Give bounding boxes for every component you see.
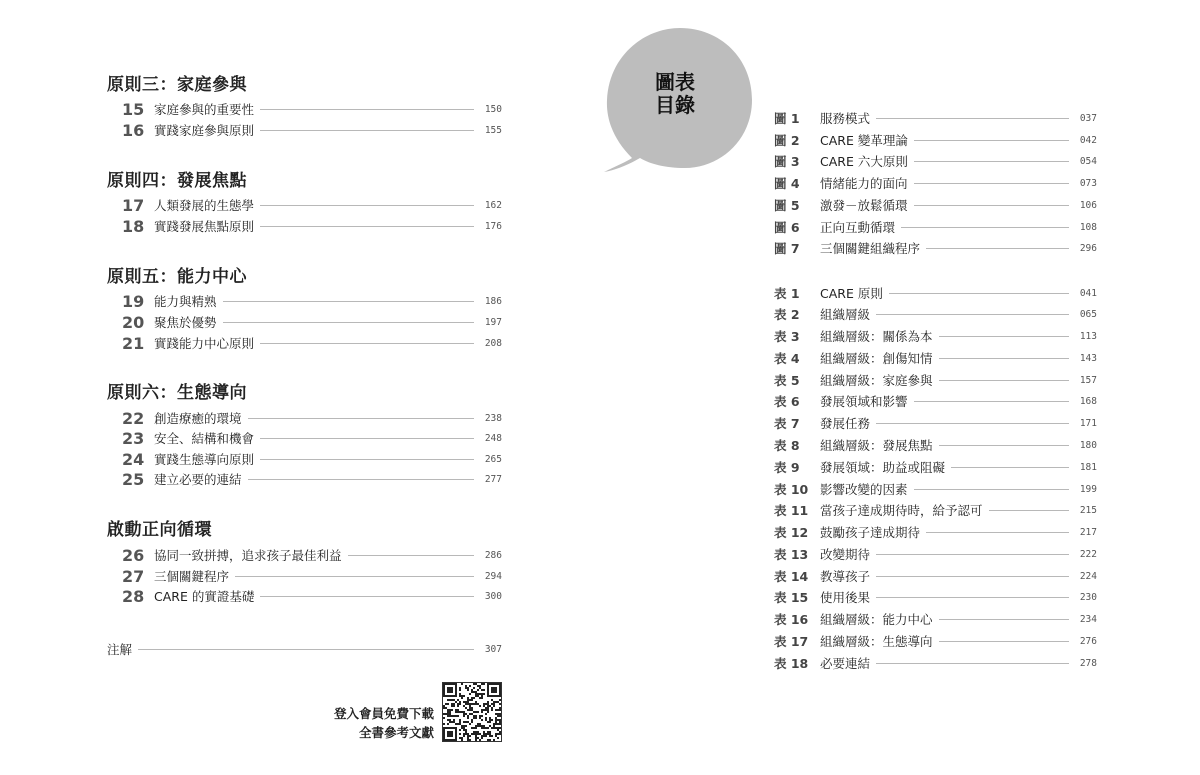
page-number: 171	[1079, 417, 1097, 429]
leader-line	[989, 510, 1069, 511]
leader-line	[876, 663, 1069, 664]
page-number: 073	[1079, 177, 1097, 189]
leader-line	[223, 322, 474, 323]
leader-line	[939, 358, 1069, 359]
page-number: 215	[1079, 504, 1097, 516]
page-number: 300	[484, 590, 502, 602]
table-label: 表 2	[774, 307, 800, 322]
chapter-number: 24	[122, 449, 145, 469]
page-number: 162	[484, 199, 502, 211]
figure-label: 圖 5	[774, 198, 800, 213]
table-title: 影響改變的因素	[820, 482, 908, 497]
table-title: 組織層級：關係為本	[820, 329, 933, 344]
page-number: 296	[1079, 242, 1097, 254]
figure-entry[interactable]	[774, 130, 1097, 150]
table-entry[interactable]	[774, 370, 1097, 390]
toc-entry[interactable]	[122, 545, 502, 565]
table-entry[interactable]	[774, 609, 1097, 629]
table-entry[interactable]	[774, 522, 1097, 542]
page-number: 277	[484, 473, 502, 485]
figure-title: 情緒能力的面向	[820, 176, 908, 191]
table-title: 組織層級：創傷知情	[820, 351, 933, 366]
toc-entry[interactable]	[122, 566, 502, 586]
table-title: 發展領域：助益或阻礙	[820, 460, 946, 475]
page-number: 181	[1079, 461, 1097, 473]
table-label: 表 14	[774, 569, 809, 584]
leader-line	[914, 205, 1069, 206]
leader-line	[260, 343, 474, 344]
page-number: 278	[1079, 657, 1097, 669]
leader-line	[939, 380, 1069, 381]
leader-line	[926, 248, 1069, 249]
leader-line	[876, 118, 1069, 119]
toc-entry[interactable]	[122, 408, 502, 428]
table-label: 表 13	[774, 547, 809, 562]
right-page	[600, 0, 1200, 775]
leader-line	[876, 597, 1069, 598]
chapter-title: 建立必要的連結	[154, 472, 242, 487]
table-label: 表 4	[774, 351, 800, 366]
heading-line-2: 目錄	[655, 93, 695, 117]
leader-line	[260, 226, 474, 227]
leader-line	[939, 336, 1069, 337]
toc-entry[interactable]	[122, 99, 502, 119]
chapter-number: 26	[122, 545, 145, 565]
leader-line	[876, 576, 1069, 577]
download-prompt	[300, 704, 434, 742]
leader-line	[876, 314, 1069, 315]
leader-line	[260, 205, 474, 206]
figure-title: 服務模式	[820, 111, 871, 126]
table-label: 表 17	[774, 634, 809, 649]
figure-label: 圖 7	[774, 241, 800, 256]
table-title: 改變期待	[820, 547, 871, 562]
chapter-number: 18	[122, 216, 145, 236]
leader-line	[939, 641, 1069, 642]
leader-line	[889, 293, 1069, 294]
chapter-number: 15	[122, 99, 145, 119]
table-entry[interactable]	[774, 391, 1097, 411]
toc-entry[interactable]	[122, 120, 502, 140]
leader-line	[939, 445, 1069, 446]
table-title: 教導孩子	[820, 569, 871, 584]
table-title: 當孩子達成期待時，給予認可	[820, 503, 983, 518]
chapter-title: 協同一致拼搏，追求孩子最佳利益	[154, 548, 342, 563]
page-number: 234	[1079, 613, 1097, 625]
figure-title: CARE 變革理論	[820, 133, 908, 148]
page-number: 286	[484, 549, 502, 561]
leader-line	[248, 479, 474, 480]
page-number: 294	[484, 570, 502, 582]
chapter-number: 25	[122, 469, 145, 489]
table-title: 使用後果	[820, 590, 871, 605]
toc-entry[interactable]	[122, 195, 502, 215]
table-label: 表 5	[774, 373, 800, 388]
toc-entry[interactable]	[122, 291, 502, 311]
leader-line	[939, 619, 1069, 620]
chapter-number: 20	[122, 312, 145, 332]
chapter-title: 安全、結構和機會	[154, 431, 255, 446]
table-label: 表 15	[774, 590, 809, 605]
page-number: 217	[1079, 526, 1097, 538]
leader-line	[876, 554, 1069, 555]
chapter-title: 實踐能力中心原則	[154, 336, 255, 351]
leader-line	[235, 576, 474, 577]
chapter-title: 實踐生態導向原則	[154, 452, 255, 467]
left-page	[0, 0, 560, 775]
page-number: 186	[484, 295, 502, 307]
leader-line	[260, 130, 474, 131]
figure-title: 激發－放鬆循環	[820, 198, 908, 213]
page-number: 238	[484, 412, 502, 424]
table-label: 表 18	[774, 656, 809, 671]
page-number: 199	[1079, 483, 1097, 495]
leader-line	[348, 555, 474, 556]
toc-entry[interactable]	[122, 586, 502, 606]
figure-entry[interactable]	[774, 151, 1097, 171]
leader-line	[914, 183, 1069, 184]
section-title: 原則四：發展焦點	[107, 171, 247, 191]
toc-entry[interactable]	[122, 333, 502, 353]
page-number: 197	[484, 316, 502, 328]
table-entry[interactable]	[774, 348, 1097, 368]
table-label: 表 8	[774, 438, 800, 453]
table-title: 發展任務	[820, 416, 871, 431]
page-number: 307	[484, 643, 502, 655]
leader-line	[138, 649, 474, 650]
table-label: 表 11	[774, 503, 809, 518]
leader-line	[260, 596, 474, 597]
figure-entry[interactable]	[774, 173, 1097, 193]
leader-line	[248, 418, 474, 419]
chapter-title: 三個關鍵程序	[154, 569, 230, 584]
chapter-number: 21	[122, 333, 145, 353]
page-number: 208	[484, 337, 502, 349]
chapter-number: 19	[122, 291, 145, 311]
figure-entry[interactable]	[774, 195, 1097, 215]
figure-entry[interactable]	[774, 217, 1097, 237]
leader-line	[223, 301, 474, 302]
page-number: 143	[1079, 352, 1097, 364]
leader-line	[926, 532, 1069, 533]
chapter-title: 聚焦於優勢	[154, 315, 217, 330]
table-title: 鼓勵孩子達成期待	[820, 525, 921, 540]
table-entry[interactable]	[774, 479, 1097, 499]
chapter-title: 創造療癒的環境	[154, 411, 242, 426]
figure-title: 正向互動循環	[820, 220, 896, 235]
chapter-title: 人類發展的生態學	[154, 198, 255, 213]
chapter-title: 實踐家庭參與原則	[154, 123, 255, 138]
toc-entry[interactable]	[122, 449, 502, 469]
table-entry[interactable]	[774, 435, 1097, 455]
chapter-title: CARE 的實證基礎	[154, 589, 255, 604]
notes-title: 注解	[107, 642, 133, 657]
section-title: 啟動正向循環	[107, 520, 212, 540]
figure-title: CARE 六大原則	[820, 154, 908, 169]
page-number: 155	[484, 124, 502, 136]
page-number: 113	[1079, 330, 1097, 342]
table-label: 表 6	[774, 394, 800, 409]
leader-line	[260, 109, 474, 110]
page-number: 108	[1079, 221, 1097, 233]
table-label: 表 16	[774, 612, 809, 627]
section-title: 原則六：生態導向	[107, 383, 247, 403]
section-heading	[640, 71, 710, 117]
page-number: 042	[1079, 134, 1097, 146]
page-number: 222	[1079, 548, 1097, 560]
table-label: 表 9	[774, 460, 800, 475]
toc-entry[interactable]	[122, 216, 502, 236]
page-number: 150	[484, 103, 502, 115]
page-number: 224	[1079, 570, 1097, 582]
page-number: 106	[1079, 199, 1097, 211]
figure-label: 圖 3	[774, 154, 800, 169]
chapter-number: 16	[122, 120, 145, 140]
table-title: 組織層級：發展焦點	[820, 438, 933, 453]
chapter-number: 17	[122, 195, 145, 215]
figure-label: 圖 1	[774, 111, 800, 126]
page-number: 037	[1079, 112, 1097, 124]
page-number: 065	[1079, 308, 1097, 320]
chapter-title: 家庭參與的重要性	[154, 102, 255, 117]
table-entry[interactable]	[774, 587, 1097, 607]
table-entry[interactable]	[774, 500, 1097, 520]
leader-line	[260, 459, 474, 460]
heading-line-1: 圖表	[655, 70, 695, 94]
page-number: 157	[1079, 374, 1097, 386]
table-title: CARE 原則	[820, 286, 883, 301]
table-entry[interactable]	[774, 413, 1097, 433]
chapter-title: 能力與精熟	[154, 294, 217, 309]
page-number: 230	[1079, 591, 1097, 603]
table-entry[interactable]	[774, 304, 1097, 324]
chapter-number: 28	[122, 586, 145, 606]
figure-entry[interactable]	[774, 238, 1097, 258]
table-title: 組織層級：生態導向	[820, 634, 933, 649]
page-number: 265	[484, 453, 502, 465]
toc-entry[interactable]	[122, 312, 502, 332]
table-label: 表 10	[774, 482, 809, 497]
table-entry[interactable]	[774, 326, 1097, 346]
figure-entry[interactable]	[774, 108, 1097, 128]
notes-entry[interactable]	[107, 639, 502, 659]
leader-line	[901, 227, 1069, 228]
download-line-2: 全書參考文獻	[358, 725, 434, 740]
table-title: 必要連結	[820, 656, 871, 671]
table-entry[interactable]	[774, 631, 1097, 651]
page-number: 168	[1079, 395, 1097, 407]
section-title: 原則三：家庭參與	[107, 75, 247, 95]
table-entry[interactable]	[774, 544, 1097, 564]
figure-title: 三個關鍵組織程序	[820, 241, 921, 256]
table-label: 表 7	[774, 416, 800, 431]
chapter-number: 23	[122, 428, 145, 448]
page-number: 041	[1079, 287, 1097, 299]
chapter-number: 22	[122, 408, 145, 428]
page-number: 180	[1079, 439, 1097, 451]
figure-label: 圖 6	[774, 220, 800, 235]
toc-entry[interactable]	[122, 469, 502, 489]
table-title: 組織層級	[820, 307, 871, 322]
leader-line	[260, 438, 474, 439]
table-entry[interactable]	[774, 457, 1097, 477]
leader-line	[876, 423, 1069, 424]
figure-label: 圖 2	[774, 133, 800, 148]
leader-line	[914, 401, 1069, 402]
chapter-title: 實踐發展焦點原則	[154, 219, 255, 234]
download-line-1: 登入會員免費下載	[333, 706, 434, 721]
table-title: 組織層級：能力中心	[820, 612, 933, 627]
figure-label: 圖 4	[774, 176, 800, 191]
leader-line	[914, 489, 1069, 490]
table-label: 表 1	[774, 286, 800, 301]
chapter-number: 27	[122, 566, 145, 586]
page-number: 176	[484, 220, 502, 232]
section-title: 原則五：能力中心	[107, 267, 247, 287]
table-entry[interactable]	[774, 283, 1097, 303]
table-entry[interactable]	[774, 566, 1097, 586]
table-title: 發展領域和影響	[820, 394, 908, 409]
leader-line	[951, 467, 1069, 468]
qr-code-icon[interactable]	[442, 682, 502, 742]
leader-line	[914, 140, 1069, 141]
leader-line	[914, 161, 1069, 162]
page-number: 054	[1079, 155, 1097, 167]
table-label: 表 12	[774, 525, 809, 540]
table-label: 表 3	[774, 329, 800, 344]
toc-entry[interactable]	[122, 428, 502, 448]
page-number: 276	[1079, 635, 1097, 647]
page-number: 248	[484, 432, 502, 444]
table-title: 組織層級：家庭參與	[820, 373, 933, 388]
table-entry[interactable]	[774, 653, 1097, 673]
